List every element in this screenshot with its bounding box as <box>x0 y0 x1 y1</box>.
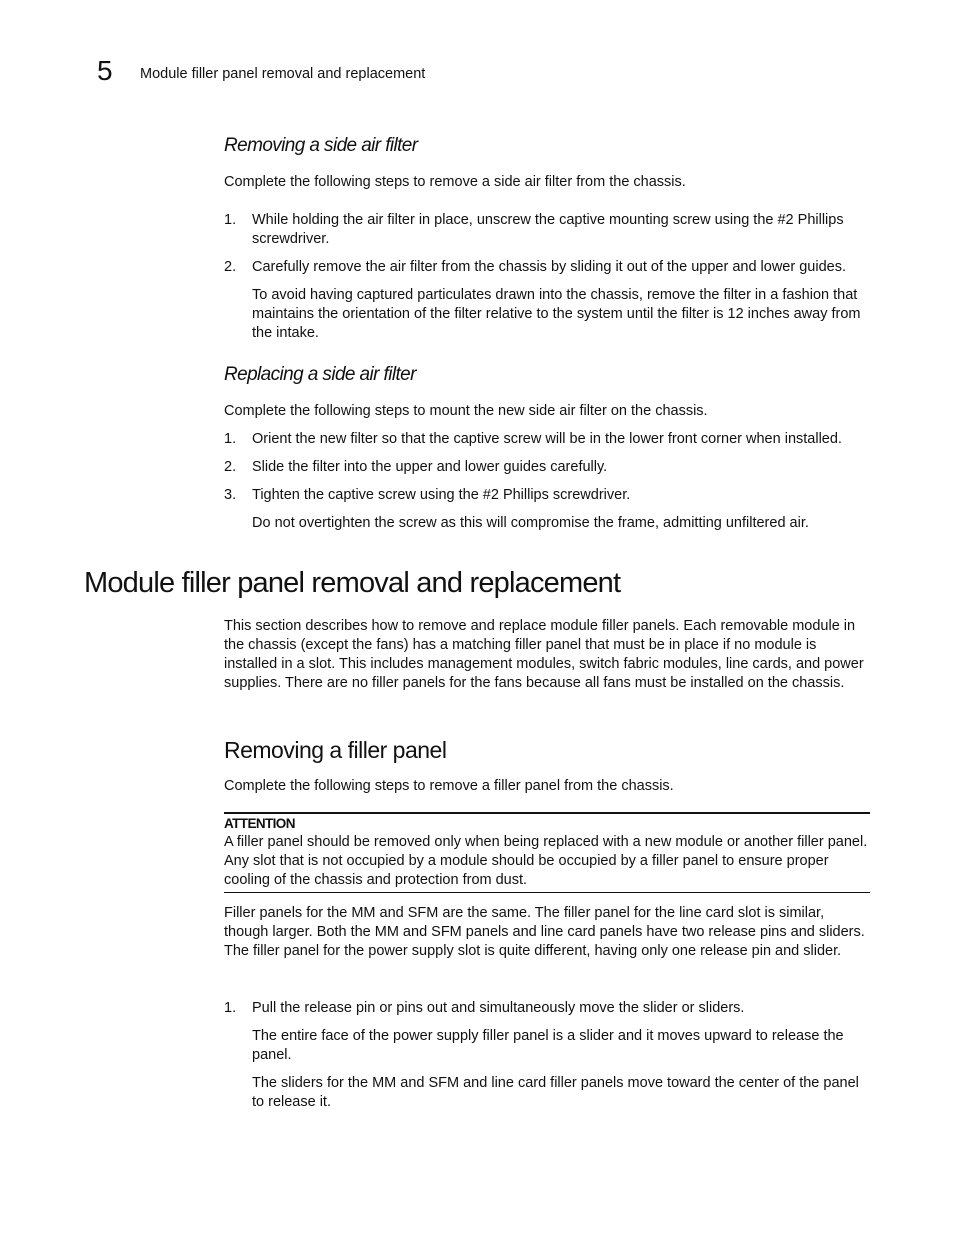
intro-removing-filler-panel: Complete the following steps to remove a filler panel from the chassis. <box>224 778 674 794</box>
step-text: While holding the air filter in place, unscrew the captive mounting screw using the #2 Phillips screwdriver. <box>252 212 844 247</box>
step-note: To avoid having captured particulates drawn into the chassis, remove the filter in a fashion that maintains the orientation of the filter relative to the system until the filter is 12 inches away from the intake. <box>252 287 861 341</box>
heading-removing-side-air-filter: Removing a side air filter <box>224 135 418 156</box>
section-title: Module filler panel removal and replacement <box>84 567 621 599</box>
step-text: Pull the release pin or pins out and simultaneously move the slider or sliders. <box>252 1000 745 1016</box>
step-number: 1. <box>224 1000 237 1016</box>
attention-label: ATTENTION <box>224 816 295 831</box>
step-number: 3. <box>224 487 237 503</box>
attention-text: A filler panel should be removed only when being replaced with a new module or another filler panel. Any slot that is not occupied by a module should be occupied by a filler panel to ensure proper cooling of the chassis and protection from dust. <box>224 834 868 888</box>
step-number: 2. <box>224 259 237 275</box>
attention-bottom-rule <box>224 892 870 893</box>
body-paragraph: Filler panels for the MM and SFM are the same. The filler panel for the line card slot is similar, though larger. Both the MM and SFM panels and line card panels have two release pins and sliders. The filler panel for the power supply slot is quite different, having only one release pin and slider. <box>224 905 865 959</box>
step-text: Slide the filter into the upper and lower guides carefully. <box>252 459 608 475</box>
step-number: 1. <box>224 431 237 447</box>
heading-replacing-side-air-filter: Replacing a side air filter <box>224 364 416 385</box>
step-note: Do not overtighten the screw as this will compromise the frame, admitting unfiltered air. <box>252 515 809 531</box>
section-intro: This section describes how to remove and replace module filler panels. Each removable module in the chassis (except the fans) has a matching filler panel that must be in place if no module is installed in a slot. This includes management modules, switch fabric modules, line cards, and power supplies. There are no filler panels for the fans because all fans must be installed on the chassis. <box>224 618 864 691</box>
chapter-number: 5 <box>97 55 113 86</box>
step-note: The entire face of the power supply filler panel is a slider and it moves upward to release the panel. <box>252 1028 844 1063</box>
attention-top-rule <box>224 812 870 814</box>
step-number: 2. <box>224 459 237 475</box>
step-text: Orient the new filter so that the captive screw will be in the lower front corner when installed. <box>252 431 842 447</box>
intro-replacing-side-air-filter: Complete the following steps to mount the new side air filter on the chassis. <box>224 403 708 419</box>
intro-removing-side-air-filter: Complete the following steps to remove a side air filter from the chassis. <box>224 174 686 190</box>
step-number: 1. <box>224 212 237 228</box>
step-note: The sliders for the MM and SFM and line card filler panels move toward the center of the panel to release it. <box>252 1075 859 1110</box>
step-text: Carefully remove the air filter from the chassis by sliding it out of the upper and lower guides. <box>252 259 846 275</box>
heading-removing-filler-panel: Removing a filler panel <box>224 737 447 763</box>
step-text: Tighten the captive screw using the #2 Phillips screwdriver. <box>252 487 631 503</box>
running-header: Module filler panel removal and replacement <box>140 66 426 82</box>
